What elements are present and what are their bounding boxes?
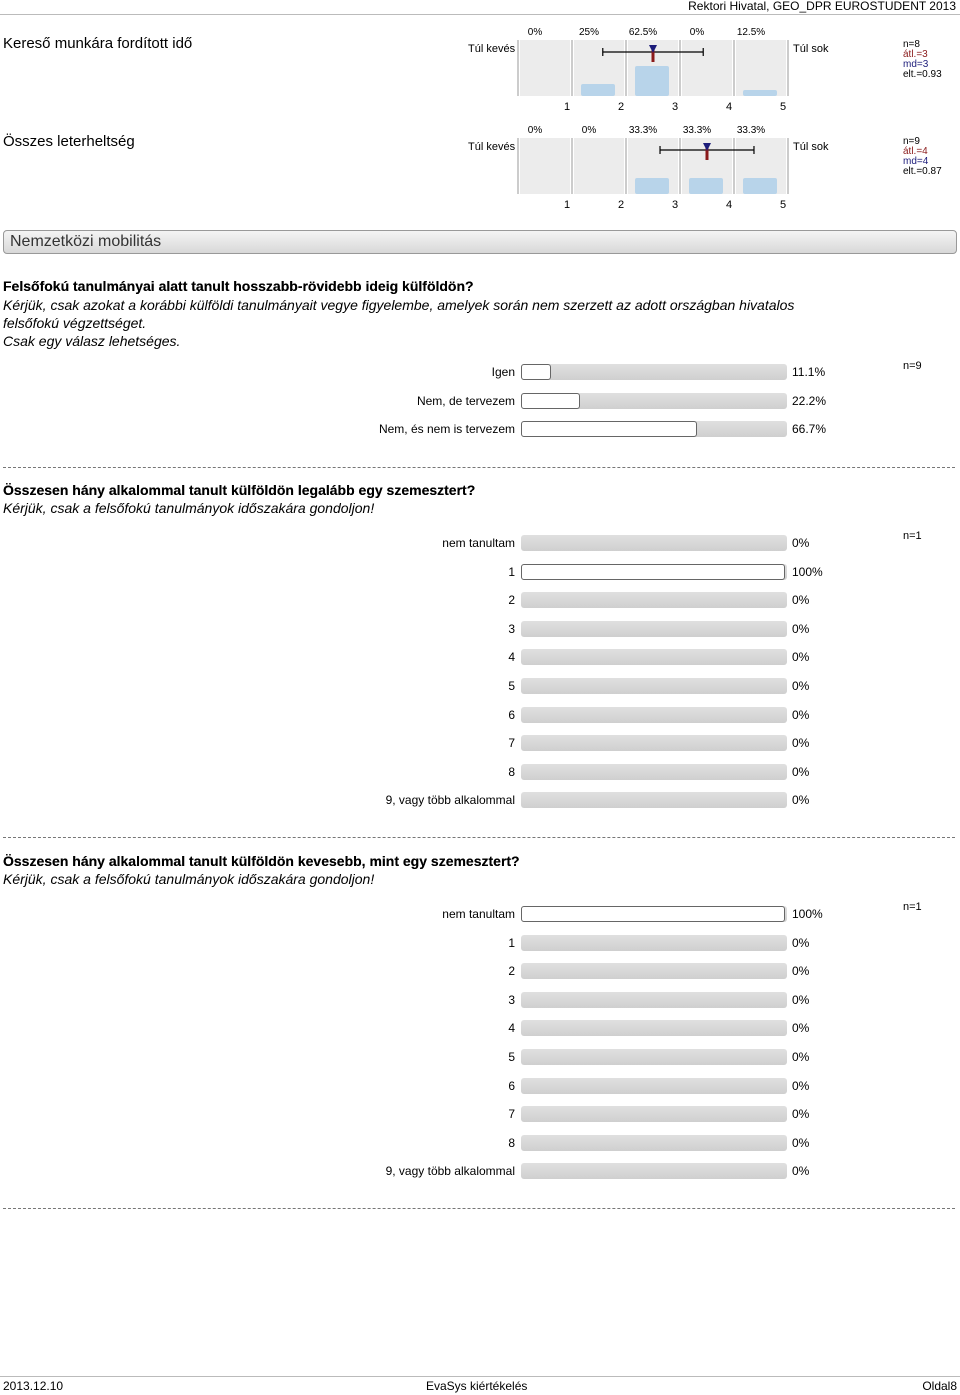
stat-mean: átl.=3 xyxy=(903,49,928,60)
option-percentage: 0% xyxy=(792,935,810,950)
instruction-line: Kérjük, csak a felsőfokú tanulmányok időszakára gondoljon! xyxy=(3,871,375,887)
section-title: Nemzetközi mobilitás xyxy=(10,233,162,250)
histogram-tick: 4 xyxy=(725,101,733,113)
histogram-percentage: 12.5% xyxy=(736,27,766,38)
option-label: 1 xyxy=(508,564,515,579)
response-count: n=1 xyxy=(903,530,922,542)
stat-median: md=3 xyxy=(903,59,929,70)
option-bar-track xyxy=(521,1078,787,1094)
option-bar-track xyxy=(521,992,787,1008)
option-label: 9, vagy több alkalommal xyxy=(385,793,515,808)
option-bar-fill xyxy=(521,393,580,409)
option-bar-track xyxy=(521,1020,787,1036)
option-bar-track xyxy=(521,421,787,437)
option-bar-track xyxy=(521,592,787,608)
option-bar-track xyxy=(521,1049,787,1065)
option-label: 9, vagy több alkalommal xyxy=(385,1164,515,1179)
instruction-line: Csak egy válasz lehetséges. xyxy=(3,333,181,349)
histogram-percentage: 33.3% xyxy=(736,125,766,136)
stat-sd: elt.=0.87 xyxy=(903,166,942,177)
option-bar-fill xyxy=(521,564,785,580)
footer-date: 2013.12.10 xyxy=(3,1379,64,1393)
option-percentage: 66.7% xyxy=(792,422,827,436)
stat-n: n=9 xyxy=(903,136,920,147)
option-percentage: 0% xyxy=(792,650,810,665)
stat-sd: elt.=0.93 xyxy=(903,69,942,80)
option-percentage: 0% xyxy=(792,593,810,608)
option-bar-track xyxy=(521,906,787,922)
histogram-bar xyxy=(689,178,723,194)
option-percentage: 0% xyxy=(792,793,810,808)
histogram-tick: 2 xyxy=(617,101,625,113)
histogram-column-bg xyxy=(574,138,624,194)
option-percentage: 11.1% xyxy=(792,365,826,379)
option-bar-track xyxy=(521,535,787,551)
option-percentage: 0% xyxy=(792,536,810,550)
option-percentage: 0% xyxy=(792,992,810,1007)
option-percentage: 0% xyxy=(792,736,810,751)
option-bar-track xyxy=(521,963,787,979)
header-title: Rektori Hivatal, GEO_DPR EUROSTUDENT 2013 xyxy=(688,0,956,13)
histogram-percentage: 62.5% xyxy=(628,27,658,38)
option-label: 2 xyxy=(508,964,515,979)
option-label: 2 xyxy=(508,593,515,608)
histogram-column-bg xyxy=(682,40,732,96)
option-label: 5 xyxy=(508,679,515,693)
option-bar-fill xyxy=(521,364,551,380)
histogram-bar xyxy=(581,84,615,96)
divider xyxy=(3,1208,955,1209)
option-bar-track xyxy=(521,935,787,951)
option-label: 7 xyxy=(508,736,515,751)
footer-rule xyxy=(0,1376,960,1377)
histogram-tick: 5 xyxy=(779,101,787,113)
histogram-bar xyxy=(743,90,777,96)
histogram-chart-1 xyxy=(515,122,795,212)
scale-left-label: Túl kevés xyxy=(468,43,516,55)
question-title: Felsőfokú tanulmányai alatt tanult hosszabb-rövidebb ideig külföldön? xyxy=(3,278,474,294)
option-label: 4 xyxy=(508,650,515,665)
option-label: Igen xyxy=(491,365,515,379)
section-header xyxy=(3,230,957,254)
question-title: Összesen hány alkalommal tanult külföldön legalább egy szemesztert? xyxy=(3,482,476,498)
footer-center: EvaSys kiértékelés xyxy=(426,1379,528,1393)
stat-n: n=8 xyxy=(903,39,920,50)
option-bar-track xyxy=(521,792,787,808)
option-bar-track xyxy=(521,735,787,751)
scale-item-title: Kereső munkára fordított idő xyxy=(3,35,193,52)
option-label: 8 xyxy=(508,1135,515,1150)
option-bar-track xyxy=(521,621,787,637)
option-label: 6 xyxy=(508,1078,515,1093)
question-instructions xyxy=(3,870,374,888)
option-label: 8 xyxy=(508,764,515,779)
histogram-percentage: 33.3% xyxy=(628,125,658,136)
histogram-percentage: 0% xyxy=(581,125,597,136)
option-label: Nem, de tervezem xyxy=(416,393,515,408)
histogram-column-bg xyxy=(520,40,570,96)
histogram-tick: 1 xyxy=(563,199,571,211)
option-label: 5 xyxy=(508,1050,515,1064)
histogram-tick: 1 xyxy=(563,101,571,113)
histogram-chart-0 xyxy=(515,24,795,114)
option-bar-track xyxy=(521,1135,787,1151)
option-label: 6 xyxy=(508,707,515,722)
option-percentage: 100% xyxy=(792,564,823,579)
scale-right-label: Túl sok xyxy=(793,141,829,153)
histogram-tick: 4 xyxy=(725,199,733,211)
option-percentage: 0% xyxy=(792,1021,810,1036)
instruction-line: felsőfokú végzettséget. xyxy=(3,315,147,331)
question-title: Összesen hány alkalommal tanult külföldön kevesebb, mint egy szemesztert? xyxy=(3,853,520,869)
instruction-line: Kérjük, csak azokat a korábbi külföldi tanulmányait vegye figyelembe, amelyek során nem szerzett az adott országban hivatalos xyxy=(3,297,795,313)
option-bar-track xyxy=(521,1163,787,1179)
stat-mean: átl.=4 xyxy=(903,146,928,157)
option-label: 7 xyxy=(508,1107,515,1122)
option-percentage: 0% xyxy=(792,1050,810,1064)
footer-page: Oldal8 xyxy=(922,1379,957,1393)
option-bar-fill xyxy=(521,421,697,437)
question-instructions xyxy=(3,499,374,517)
option-label: 3 xyxy=(508,992,515,1007)
option-label: nem tanultam xyxy=(442,907,515,921)
histogram-percentage: 33.3% xyxy=(682,125,712,136)
histogram-tick: 5 xyxy=(779,199,787,211)
histogram-percentage: 0% xyxy=(527,27,543,38)
option-bar-track xyxy=(521,764,787,780)
option-percentage: 0% xyxy=(792,1078,810,1093)
histogram-bar xyxy=(635,178,669,194)
option-bar-track xyxy=(521,707,787,723)
option-percentage: 0% xyxy=(792,1107,810,1122)
option-bar-track xyxy=(521,564,787,580)
option-label: nem tanultam xyxy=(442,536,515,550)
response-count: n=9 xyxy=(903,360,922,372)
instruction-line: Kérjük, csak a felsőfokú tanulmányok időszakára gondoljon! xyxy=(3,500,375,516)
histogram-tick: 2 xyxy=(617,199,625,211)
stat-median: md=4 xyxy=(903,156,929,167)
histogram-percentage: 0% xyxy=(527,125,543,136)
histogram-percentage: 25% xyxy=(578,27,600,38)
histogram-tick: 3 xyxy=(671,199,679,211)
histogram-bar xyxy=(635,66,669,96)
scale-left-label: Túl kevés xyxy=(468,141,516,153)
divider xyxy=(3,837,955,838)
option-percentage: 0% xyxy=(792,1164,810,1179)
option-percentage: 0% xyxy=(792,707,810,722)
divider xyxy=(3,467,955,468)
option-percentage: 0% xyxy=(792,764,810,779)
option-label: 4 xyxy=(508,1021,515,1036)
option-percentage: 22.2% xyxy=(792,393,827,408)
option-bar-track xyxy=(521,1106,787,1122)
response-count: n=1 xyxy=(903,901,922,913)
option-bar-track xyxy=(521,364,787,380)
question-instructions xyxy=(3,296,794,350)
option-percentage: 0% xyxy=(792,679,810,693)
option-bar-track xyxy=(521,649,787,665)
option-percentage: 0% xyxy=(792,1135,810,1150)
histogram-column-bg xyxy=(520,138,570,194)
option-bar-fill xyxy=(521,906,785,922)
option-percentage: 100% xyxy=(792,907,823,921)
option-percentage: 0% xyxy=(792,621,810,636)
option-label: Nem, és nem is tervezem xyxy=(378,422,515,436)
option-bar-track xyxy=(521,393,787,409)
histogram-percentage: 0% xyxy=(689,27,705,38)
option-label: 3 xyxy=(508,621,515,636)
option-bar-track xyxy=(521,678,787,694)
scale-stats xyxy=(903,137,942,177)
scale-stats xyxy=(903,40,942,80)
option-label: 1 xyxy=(508,935,515,950)
page-header xyxy=(0,0,960,15)
scale-right-label: Túl sok xyxy=(793,43,829,55)
histogram-tick: 3 xyxy=(671,101,679,113)
scale-item-title: Összes leterheltség xyxy=(3,133,135,150)
histogram-column-bg xyxy=(736,40,786,96)
histogram-bar xyxy=(743,178,777,194)
option-percentage: 0% xyxy=(792,964,810,979)
